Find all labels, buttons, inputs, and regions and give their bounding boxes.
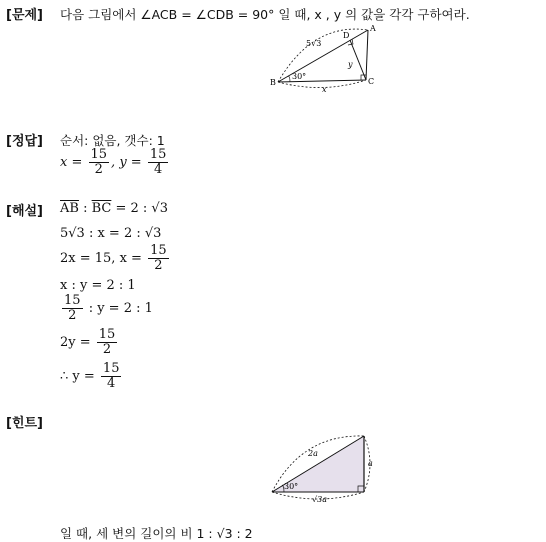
x-label: x xyxy=(322,85,327,92)
answer-line1: 순서: 없음, 갯수: 1 xyxy=(60,133,165,148)
point-a-label: A xyxy=(370,24,376,33)
side-ab-label: 5√3 xyxy=(306,39,322,48)
solution-label: [해설] xyxy=(6,204,43,219)
solution-l5-fraction xyxy=(62,294,83,323)
solution-l7-fraction xyxy=(101,362,122,391)
answer-x-lhs: x = xyxy=(60,155,83,170)
solution-l3-num: 15 xyxy=(150,243,167,258)
point-c-label: C xyxy=(368,77,375,86)
hint-angle-label: 30° xyxy=(284,482,299,491)
hint-side-label: a xyxy=(368,459,373,468)
solution-l7-num: 15 xyxy=(102,361,120,376)
answer-x-den: 2 xyxy=(94,162,103,177)
solution-l6-text: 2y = xyxy=(60,335,91,350)
solution-l5-den: 2 xyxy=(68,308,77,323)
answer-y-den: 4 xyxy=(153,162,163,177)
solution-line-6 xyxy=(60,328,119,357)
solution-l6-den: 2 xyxy=(102,342,112,357)
hint-text: 일 때, 세 변의 길이의 비 1 : √3 : 2 xyxy=(60,526,253,541)
segment-ab: $\overline{AB}$ xyxy=(60,201,79,216)
point-d-label: D xyxy=(343,31,350,40)
point-b-label: B xyxy=(270,78,276,87)
solution-l7-den: 4 xyxy=(107,376,116,391)
hint-base-label: √3a xyxy=(312,495,327,502)
answer-y-fraction xyxy=(148,148,169,177)
hint-hyp-label: 2a xyxy=(308,449,318,458)
y-label: y xyxy=(348,60,353,69)
answer-x-num: 15 xyxy=(90,147,108,162)
problem-statement: 다음 그림에서 ∠ACB = ∠CDB = 90° 일 때, x , y 의 값을 각각 구하여라. xyxy=(60,7,470,22)
hint-label: [힌트] xyxy=(6,416,43,431)
problem-label: [문제] xyxy=(6,8,43,23)
answer-x-fraction xyxy=(89,148,110,177)
solution-l7-text: ∴ y = xyxy=(60,369,95,384)
solution-line-1 xyxy=(60,201,168,216)
solution-l5-num: 15 xyxy=(64,293,81,308)
problem-figure xyxy=(268,22,388,92)
solution-l5-rest: : y = 2 : 1 xyxy=(88,301,153,316)
answer-label: [정답] xyxy=(6,134,43,149)
angle-label: 30° xyxy=(292,72,307,81)
solution-l1-sep: : xyxy=(78,201,92,216)
solution-l6-num: 15 xyxy=(98,327,116,342)
solution-l3-den: 2 xyxy=(154,258,163,273)
solution-line-4: x : y = 2 : 1 xyxy=(60,278,136,293)
hint-figure xyxy=(262,430,386,502)
answer-values: x = $\frac{15}{2}$ , y = $\frac{15}{4}$ xyxy=(60,147,167,177)
solution-l1-rhs: = 2 : √3 xyxy=(111,201,168,216)
solution-l3-fraction xyxy=(148,244,169,273)
answer-y-num: 15 xyxy=(149,147,167,162)
solution-line-5 xyxy=(60,294,153,323)
solution-l3-text: 2x = 15, x = xyxy=(60,251,142,266)
solution-line-3 xyxy=(60,244,171,273)
segment-bc: $\overline{BC}$ xyxy=(91,201,112,216)
solution-line-7 xyxy=(60,362,123,391)
answer-y-lhs: y = xyxy=(119,155,142,170)
solution-line-2: 5√3 : x = 2 : √3 xyxy=(60,226,162,241)
solution-l6-fraction xyxy=(97,328,118,357)
